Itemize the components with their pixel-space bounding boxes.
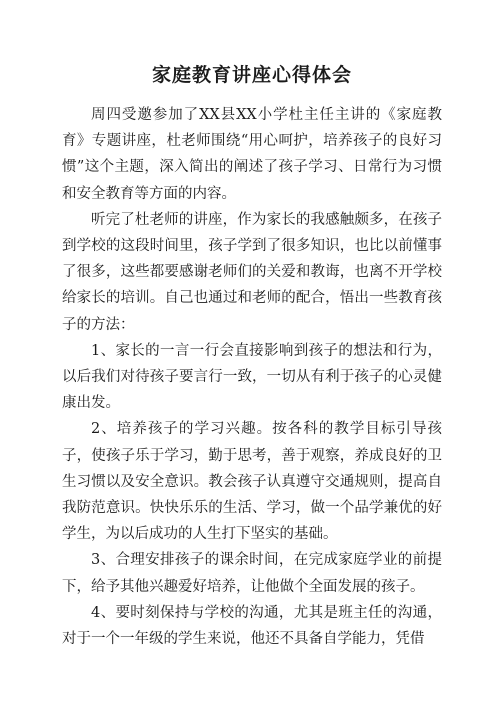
paragraph-method-4: 4、要时刻保持与学校的沟通，尤其是班主任的沟通，对于一个一年级的学生来说，他还不具备自学能力，凭借 — [62, 604, 442, 648]
paragraph-method-2: 2、培养孩子的学习兴趣。按各科的教学目标引导孩子，使孩子乐于学习，勤于思考，善于观察，养成良好的卫生习惯以及安全意识。教会孩子认真遵守交通规则，提高自我防范意识。快快乐乐的生活、学习，做一个品学兼优的好学生，为以后成功的人生打下坚实的基础。 — [62, 421, 442, 543]
paragraph-method-1: 1、家长的一言一行会直接影响到孩子的想法和行为，以后我们对待孩子要言行一致，一切从有利于孩子的心灵健康出发。 — [62, 342, 442, 412]
paragraph-intro: 周四受邀参加了XX县XX小学杜主任主讲的《家庭教育》专题讲座，杜老师围绕“用心呵护，培养孩子的良好习惯”这个主题，深入简出的阐述了孩子学习、日常行为习惯和安全教育等方面的内容。 — [62, 107, 442, 202]
document-body — [62, 102, 442, 652]
paragraph-reflection: 听完了杜老师的讲座，作为家长的我感触颇多，在孩子到学校的这段时间里，孩子学到了很多知识，也比以前懂事了很多，这些都要感谢老师们的关爱和教诲，也离不开学校给家长的培训。自己也通过和老师的配合，悟出一些教育孩子的方法： — [62, 211, 442, 333]
paragraph-method-3: 3、合理安排孩子的课余时间，在完成家庭学业的前提下，给予其他兴趣爱好培养，让他做个全面发展的孩子。 — [62, 552, 442, 595]
document-title: 家庭教育讲座心得体会 — [151, 64, 352, 86]
